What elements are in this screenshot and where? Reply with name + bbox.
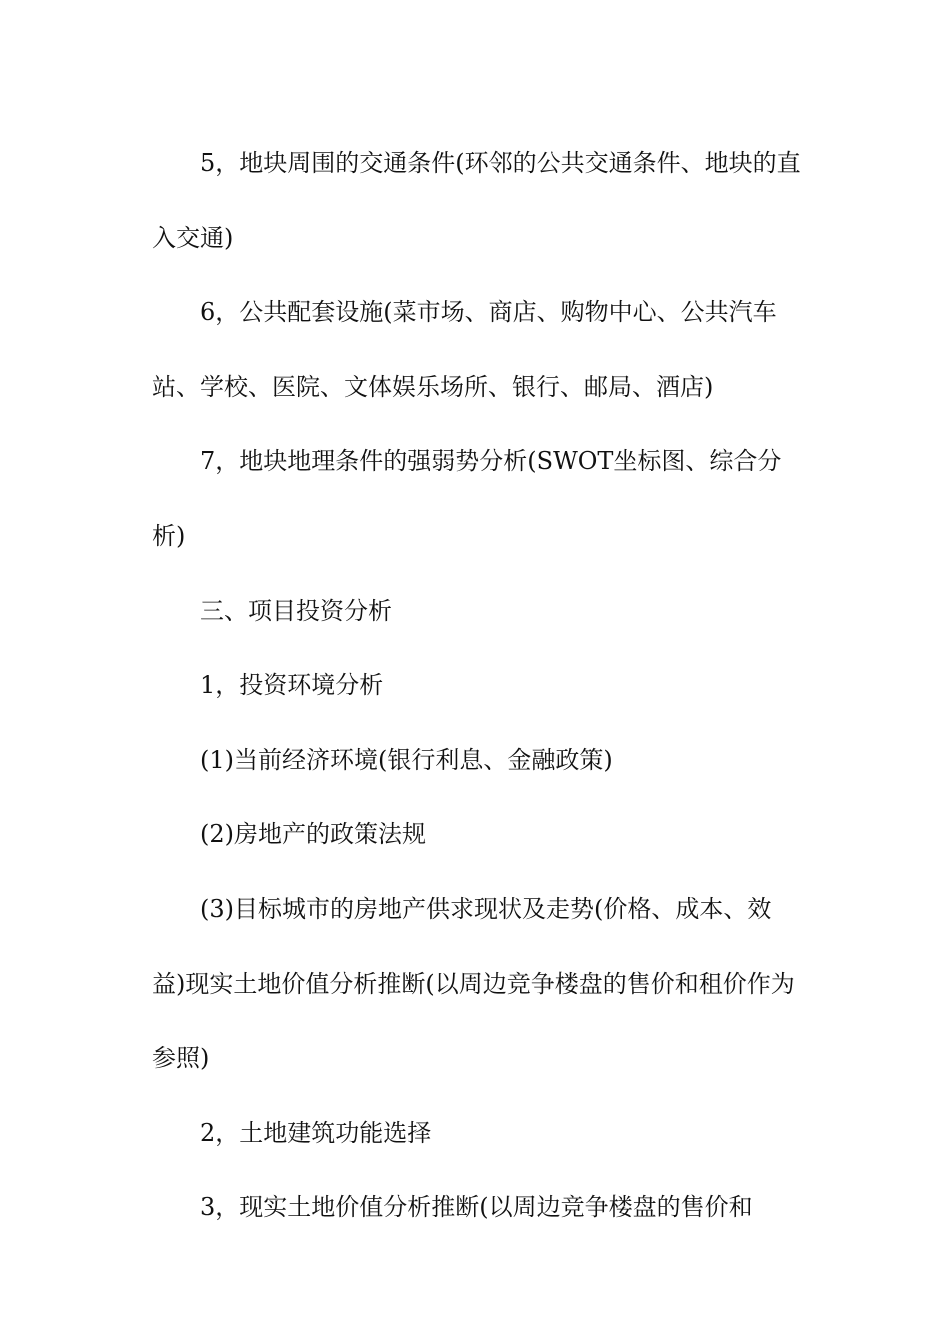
paragraph-public-facilities: 6，公共配套设施(菜市场、商店、购物中心、公共汽车站、学校、医院、文体娱乐场所、银行、邮局、酒店) <box>152 298 777 401</box>
paragraph-investment-environment: 1，投资环境分析 <box>200 671 384 700</box>
paragraph-economic-environment: (1)当前经济环境(银行利息、金融政策) <box>200 745 613 774</box>
section-heading-investment-analysis: 三、项目投资分析 <box>200 596 392 625</box>
paragraph-supply-demand: (3)目标城市的房地产供求现状及走势(价格、成本、效益)现实土地价值分析推断(以周边竞争楼盘的售价和租价作为参照) <box>152 894 795 1073</box>
paragraph-building-function: 2，土地建筑功能选择 <box>200 1118 432 1147</box>
paragraph-swot-analysis: 7，地块地理条件的强弱势分析(SWOT坐标图、综合分析) <box>152 447 782 550</box>
paragraph-traffic-conditions: 5，地块周围的交通条件(环邻的公共交通条件、地块的直入交通) <box>152 149 801 252</box>
document-body <box>152 126 802 1245</box>
paragraph-land-value: 3，现实土地价值分析推断(以周边竞争楼盘的售价和 <box>200 1193 753 1222</box>
paragraph-policy-regulations: (2)房地产的政策法规 <box>200 820 426 849</box>
